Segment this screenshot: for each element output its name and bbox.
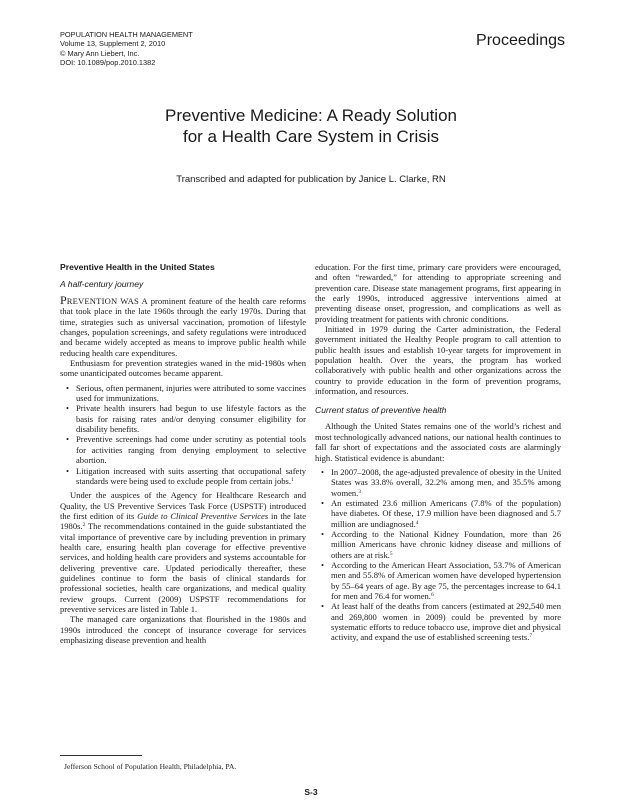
journal-volume: Volume 13, Supplement 2, 2010 [60, 39, 166, 49]
reference-marker: 5 [389, 550, 393, 557]
journal-header [60, 30, 360, 68]
reference-marker: 4 [415, 519, 419, 526]
journal-copyright: © Mary Ann Liebert, Inc. [60, 48, 140, 58]
bullet-list [60, 383, 306, 486]
reference-marker: 6 [430, 591, 434, 598]
section-heading: Preventive Health in the United States [60, 262, 215, 272]
bullet-list [315, 467, 561, 643]
bullet-item [60, 466, 306, 487]
bullet-item [315, 560, 561, 601]
paragraph: education. For the first time, primary care providers were encouraged, and often “rewarded,” for attending to appropriate screening and prevention care. Disease state management programs, first appearing in the early 1990s, introduced aggressive interventions aimed at preventing disease onset, progression, and complications as well as providing treatment for patients with chronic conditions. [315, 262, 561, 324]
intro-smallcaps: REVENTION WAS A [66, 296, 148, 306]
paragraph: Initiated in 1979 during the Carter administration, the Federal government initiated the Healthy People program to call attention to public health issues and establish 10-year targets for improvement in population health. Over the years, the program has worked collaboratively with public health and other organizations across the country to provide education in the form of prevention programs, information, and resources. [315, 324, 561, 397]
intro-text: prominent feature of the health care reforms that took place in the late 1960s through the early 1970s. During that time, strategies such as universal vaccination, promotion of lifestyle changes, population screenings, and safety regulations were introduced and became widely accepted as means to improve public health while reducing health care expenditures. [60, 296, 307, 358]
paragraph [60, 490, 306, 614]
reference-marker: 7 [529, 633, 533, 640]
reference-marker: 3 [358, 488, 362, 495]
dropcap: P [60, 293, 67, 307]
guide-title: Guide to Clinical Preventive Services [137, 510, 269, 521]
journal-doi: DOI: 10.1089/pop.2010.1382 [60, 58, 156, 68]
left-column [60, 262, 306, 645]
journal-name: POPULATION HEALTH MANAGEMENT [60, 30, 193, 39]
paragraph-text: in the late 1980s. [60, 510, 306, 532]
reference-marker: 1 [291, 476, 294, 483]
page-number: S-3 [304, 787, 318, 797]
bullet-text: In 2007–2008, the age-adjusted prevalence of obesity in the United States was 33.8% overall, 32.2% among men, and 35.5% among women. [331, 466, 561, 498]
title-line-2: for a Health Care System in Crisis [182, 127, 440, 146]
paragraph: Although the United States remains one of the world’s richest and most technologically advanced nations, our national health continues to fall far short of expectations and the associated costs are alarmingly high. Statistical evidence is abundant: [315, 421, 561, 463]
bullet-item [315, 498, 561, 529]
bullet-text: According to the National Kidney Foundation, more than 26 million Americans have chronic kidney disease and millions of others are at risk. [331, 528, 561, 560]
footnote-divider [60, 755, 142, 756]
right-column [315, 262, 561, 647]
bullet-item [315, 467, 561, 498]
bullet-text: According to the American Heart Association, 53.7% of American men and 55.8% of American women have developed hypertension by 55–64 years of age. By age 75, the percentages increase to 64.1 for men and 76.4 for women. [331, 559, 561, 601]
bullet-text: Litigation increased with suits asserting that occupational safety standards were being used to exclude people from certain jobs. [76, 465, 306, 486]
bullet-item [315, 529, 561, 560]
bullet-item: • Serious, often permanent, injuries were attributed to some vaccines used for immunizations. [60, 383, 306, 404]
intro-paragraph [60, 295, 306, 358]
bullet-item: • Private health insurers had begun to use lifestyle factors as the basis for raising rates and/or denying consumer eligibility for disability benefits. [60, 403, 306, 434]
title-line-1: Preventive Medicine: A Ready Solution [164, 106, 457, 125]
bullet-text: An estimated 23.6 million Americans (7.8% of the population) have diabetes. Of these, 17.9 million have been diagnosed and 5.7 million are undiagnosed. [331, 497, 561, 529]
bullet-item: • Preventive screenings had come under scrutiny as potential tools for activities ranging from denying employment to selective abortion. [60, 434, 306, 465]
paragraph-text: The recommendations contained in the guide substantiated the vital importance of preventive care by including prevention in primary health care, ensuring health plan coverage for effective preventive services, and holding health care providers and systems accountable for delivering preventive care. Updated periodically thereafter, these guidelines continue to form the basis of clinical standards for professional societies, health care organizations, and medical quality review groups. Current (2009) USPSTF recommendations for preventive services are listed in Table 1. [60, 521, 306, 614]
section-label: Proceedings [476, 32, 565, 49]
paragraph-text: Under the auspices of the Agency for Healthcare Research and Quality, the US Preventive Services Task Force (USPSTF) introduced the first edition of its [60, 490, 306, 521]
subsection-heading: Current status of preventive health [315, 405, 447, 416]
paragraph: Enthusiasm for prevention strategies waned in the mid-1980s when some unanticipated outcomes became apparent. [60, 358, 306, 379]
affiliation-footnote: Jefferson School of Population Health, Philadelphia, PA. [64, 762, 237, 771]
bullet-item [315, 601, 561, 642]
reference-marker: 2 [82, 522, 86, 529]
article-title [60, 105, 562, 147]
bullet-text: At least half of the deaths from cancers (estimated at 292,540 men and 269,800 women in 2009) could be prevented by more systematic efforts to reduce tobacco use, improve diet and physical activity, and expand the use of established screening tests. [331, 601, 561, 643]
subsection-heading: A half-century journey [60, 279, 144, 289]
paragraph: The managed care organizations that flourished in the 1980s and 1990s introduced the concept of insurance coverage for services emphasizing disease prevention and health [60, 614, 306, 645]
byline: Transcribed and adapted for publication by Janice L. Clarke, RN [176, 174, 446, 185]
